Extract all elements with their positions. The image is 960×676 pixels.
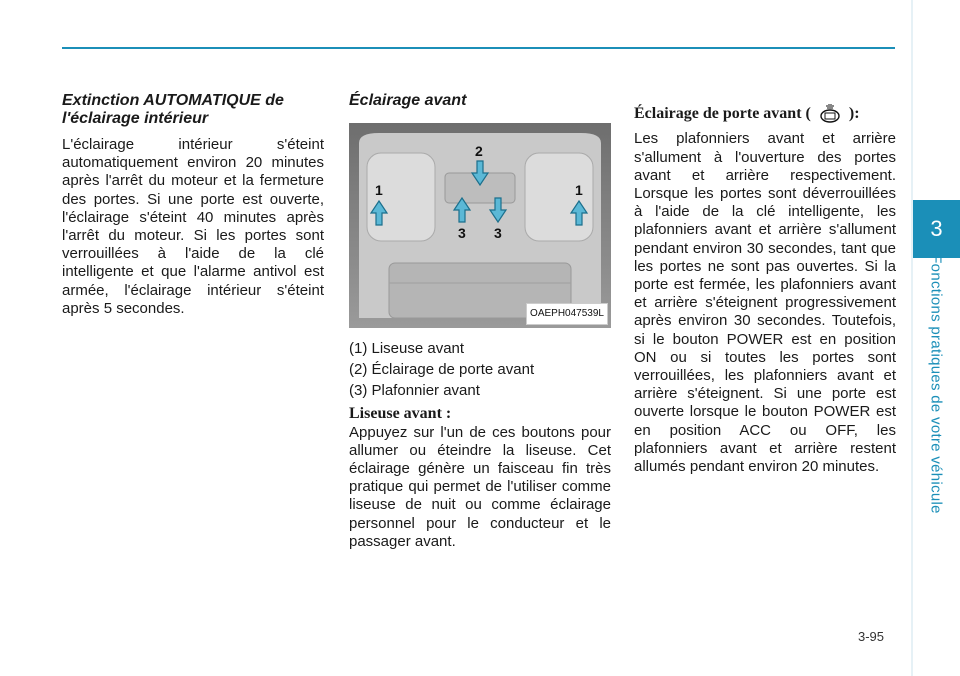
section-heading	[634, 104, 896, 124]
header-rule	[62, 47, 895, 49]
callout-1-left: 1	[375, 182, 383, 198]
overhead-console-figure	[349, 123, 611, 328]
caption-list	[349, 340, 611, 401]
callout-3-left: 3	[458, 225, 466, 241]
chapter-number: 3	[930, 216, 943, 241]
callout-1-right: 1	[575, 182, 583, 198]
section-heading: Extinction AUTOMATIQUE de l'éclairage intérieur	[62, 92, 284, 127]
heading-text-pre: Éclairage de porte avant (	[634, 105, 811, 122]
caption-item: (3) Plafonnier avant	[349, 382, 480, 400]
section-body: L'éclairage intérieur s'éteint automatiquement environ 20 minutes après l'arrêt du moteur et la fermeture des portes. Si une porte est ouverte, l'éclairage s'éteint 40 minutes après l'arrêt du moteur. Si les portes sont verrouillées à l'aide de la clé intelligente et que l'alarme antivol est armée, l'éclairage intérieur s'éteint après 5 secondes.	[62, 136, 324, 317]
sub-heading: Liseuse avant :	[349, 404, 452, 422]
page-number: 3-95	[858, 629, 885, 644]
section-body: Les plafonniers avant et arrière s'allument à l'ouverture des portes avant et arrière respectivement. Lorsque les portes sont déverrouillées à l'aide de la clé intelligente, les plafonniers avant et arrière s'allument pendant environ 30 secondes, tant que les portes ne sont pas ouvertes. Si la porte est fermée, les plafonniers avant et arrière s'éteignent progressivement après environ 30 secondes. Toutefois, si le bouton POWER est en position ON ou si toutes les portes sont verrouillées, les plafonniers avant et arrière s'éteignent. Si une porte est ouverte lorsque le bouton POWER est en position ACC ou OFF, les plafonniers avant et arrière restent allumés pendant environ 20 minutes.	[634, 130, 896, 475]
chapter-title: Fonctions pratiques de votre véhicule	[927, 254, 945, 514]
callout-3-right: 3	[494, 225, 502, 241]
callout-2: 2	[475, 143, 483, 159]
console-illustration	[349, 123, 611, 328]
column-3	[634, 104, 896, 476]
section-heading: Éclairage avant	[349, 92, 467, 109]
caption-item: (1) Liseuse avant	[349, 340, 465, 357]
door-light-icon	[815, 104, 845, 124]
heading-text-post: ):	[848, 105, 860, 122]
caption-item: (2) Éclairage de porte avant	[349, 361, 535, 379]
figure-code: OAEPH047539L	[526, 303, 608, 325]
side-rule	[911, 0, 913, 676]
column-1	[62, 92, 324, 318]
column-2	[349, 92, 611, 551]
chapter-tab	[913, 200, 960, 258]
sub-body: Appuyez sur l'un de ces boutons pour allumer ou éteindre la liseuse. Cet éclairage génère un faisceau fin très pratique qui permet de l'utiliser comme liseuse de nuit ou comme éclairage personnel pour le conducteur et le passager avant.	[349, 423, 611, 550]
